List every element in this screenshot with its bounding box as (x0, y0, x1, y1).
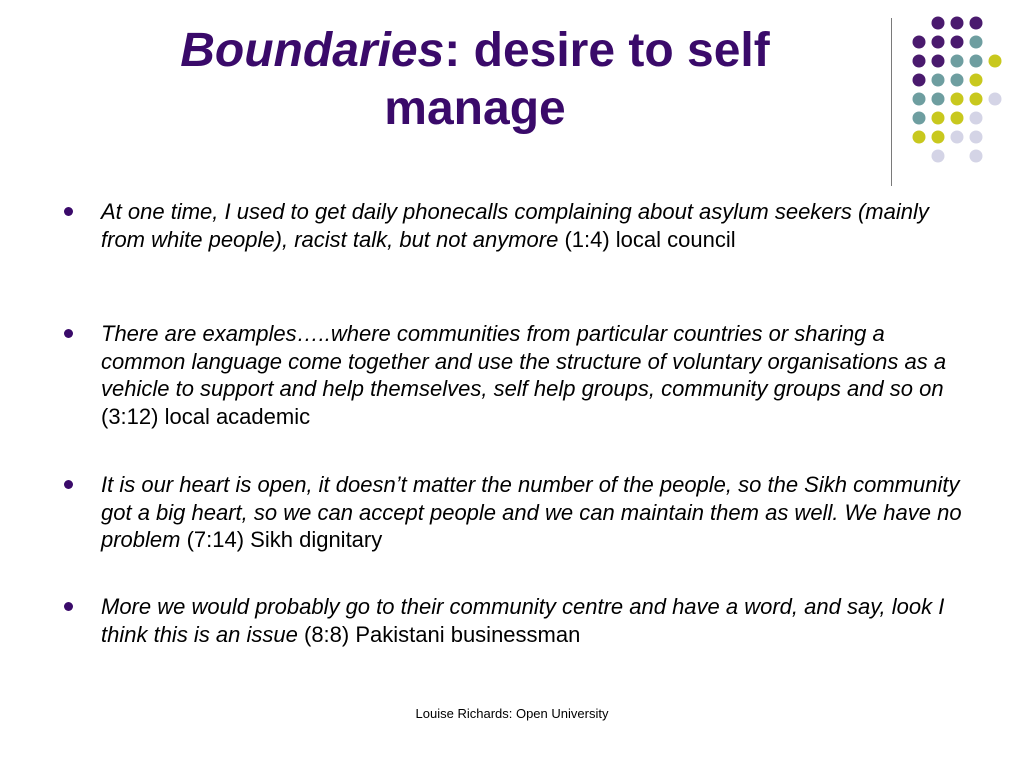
bullet-text (101, 198, 971, 253)
footer-credit: Louise Richards: Open University (415, 706, 609, 721)
bullet-text (101, 593, 971, 648)
bullet-text (101, 320, 971, 430)
bullet-quote: There are examples…..where communities from particular countries or sharing a common language come together and use the structure of voluntary organisations as a vehicle to support and help themselves, self help groups, community groups and so on (101, 321, 947, 401)
bullet-source: (8:8) Pakistani businessman (297, 621, 581, 647)
bullet-dot-icon (64, 602, 73, 611)
title-rest: : desire to self manage (384, 24, 770, 135)
bullet-dot-icon (64, 480, 73, 489)
bullet-quote: More we would probably go to their community centre and have a word, and say, look I think this is an issue (101, 594, 945, 647)
bullet-quote: It is our heart is open, it doesn’t matter the number of the people, so the Sikh community got a big heart, so we can accept people and we can maintain them as well. We have no problem (101, 472, 962, 552)
bullet-dot-icon (64, 329, 73, 338)
bullet-dot-icon (64, 207, 73, 216)
bullet-source: (1:4) local council (558, 226, 736, 252)
title-emphasis: Boundaries (180, 24, 445, 77)
bullet-quote: At one time, I used to get daily phonecalls complaining about asylum seekers (mainly from white people), racist talk, but not anymore (101, 199, 929, 252)
bullet-source: (7:14) Sikh dignitary (180, 527, 383, 552)
bullet-text (101, 471, 971, 554)
bullet-source: (3:12) local academic (101, 403, 311, 429)
